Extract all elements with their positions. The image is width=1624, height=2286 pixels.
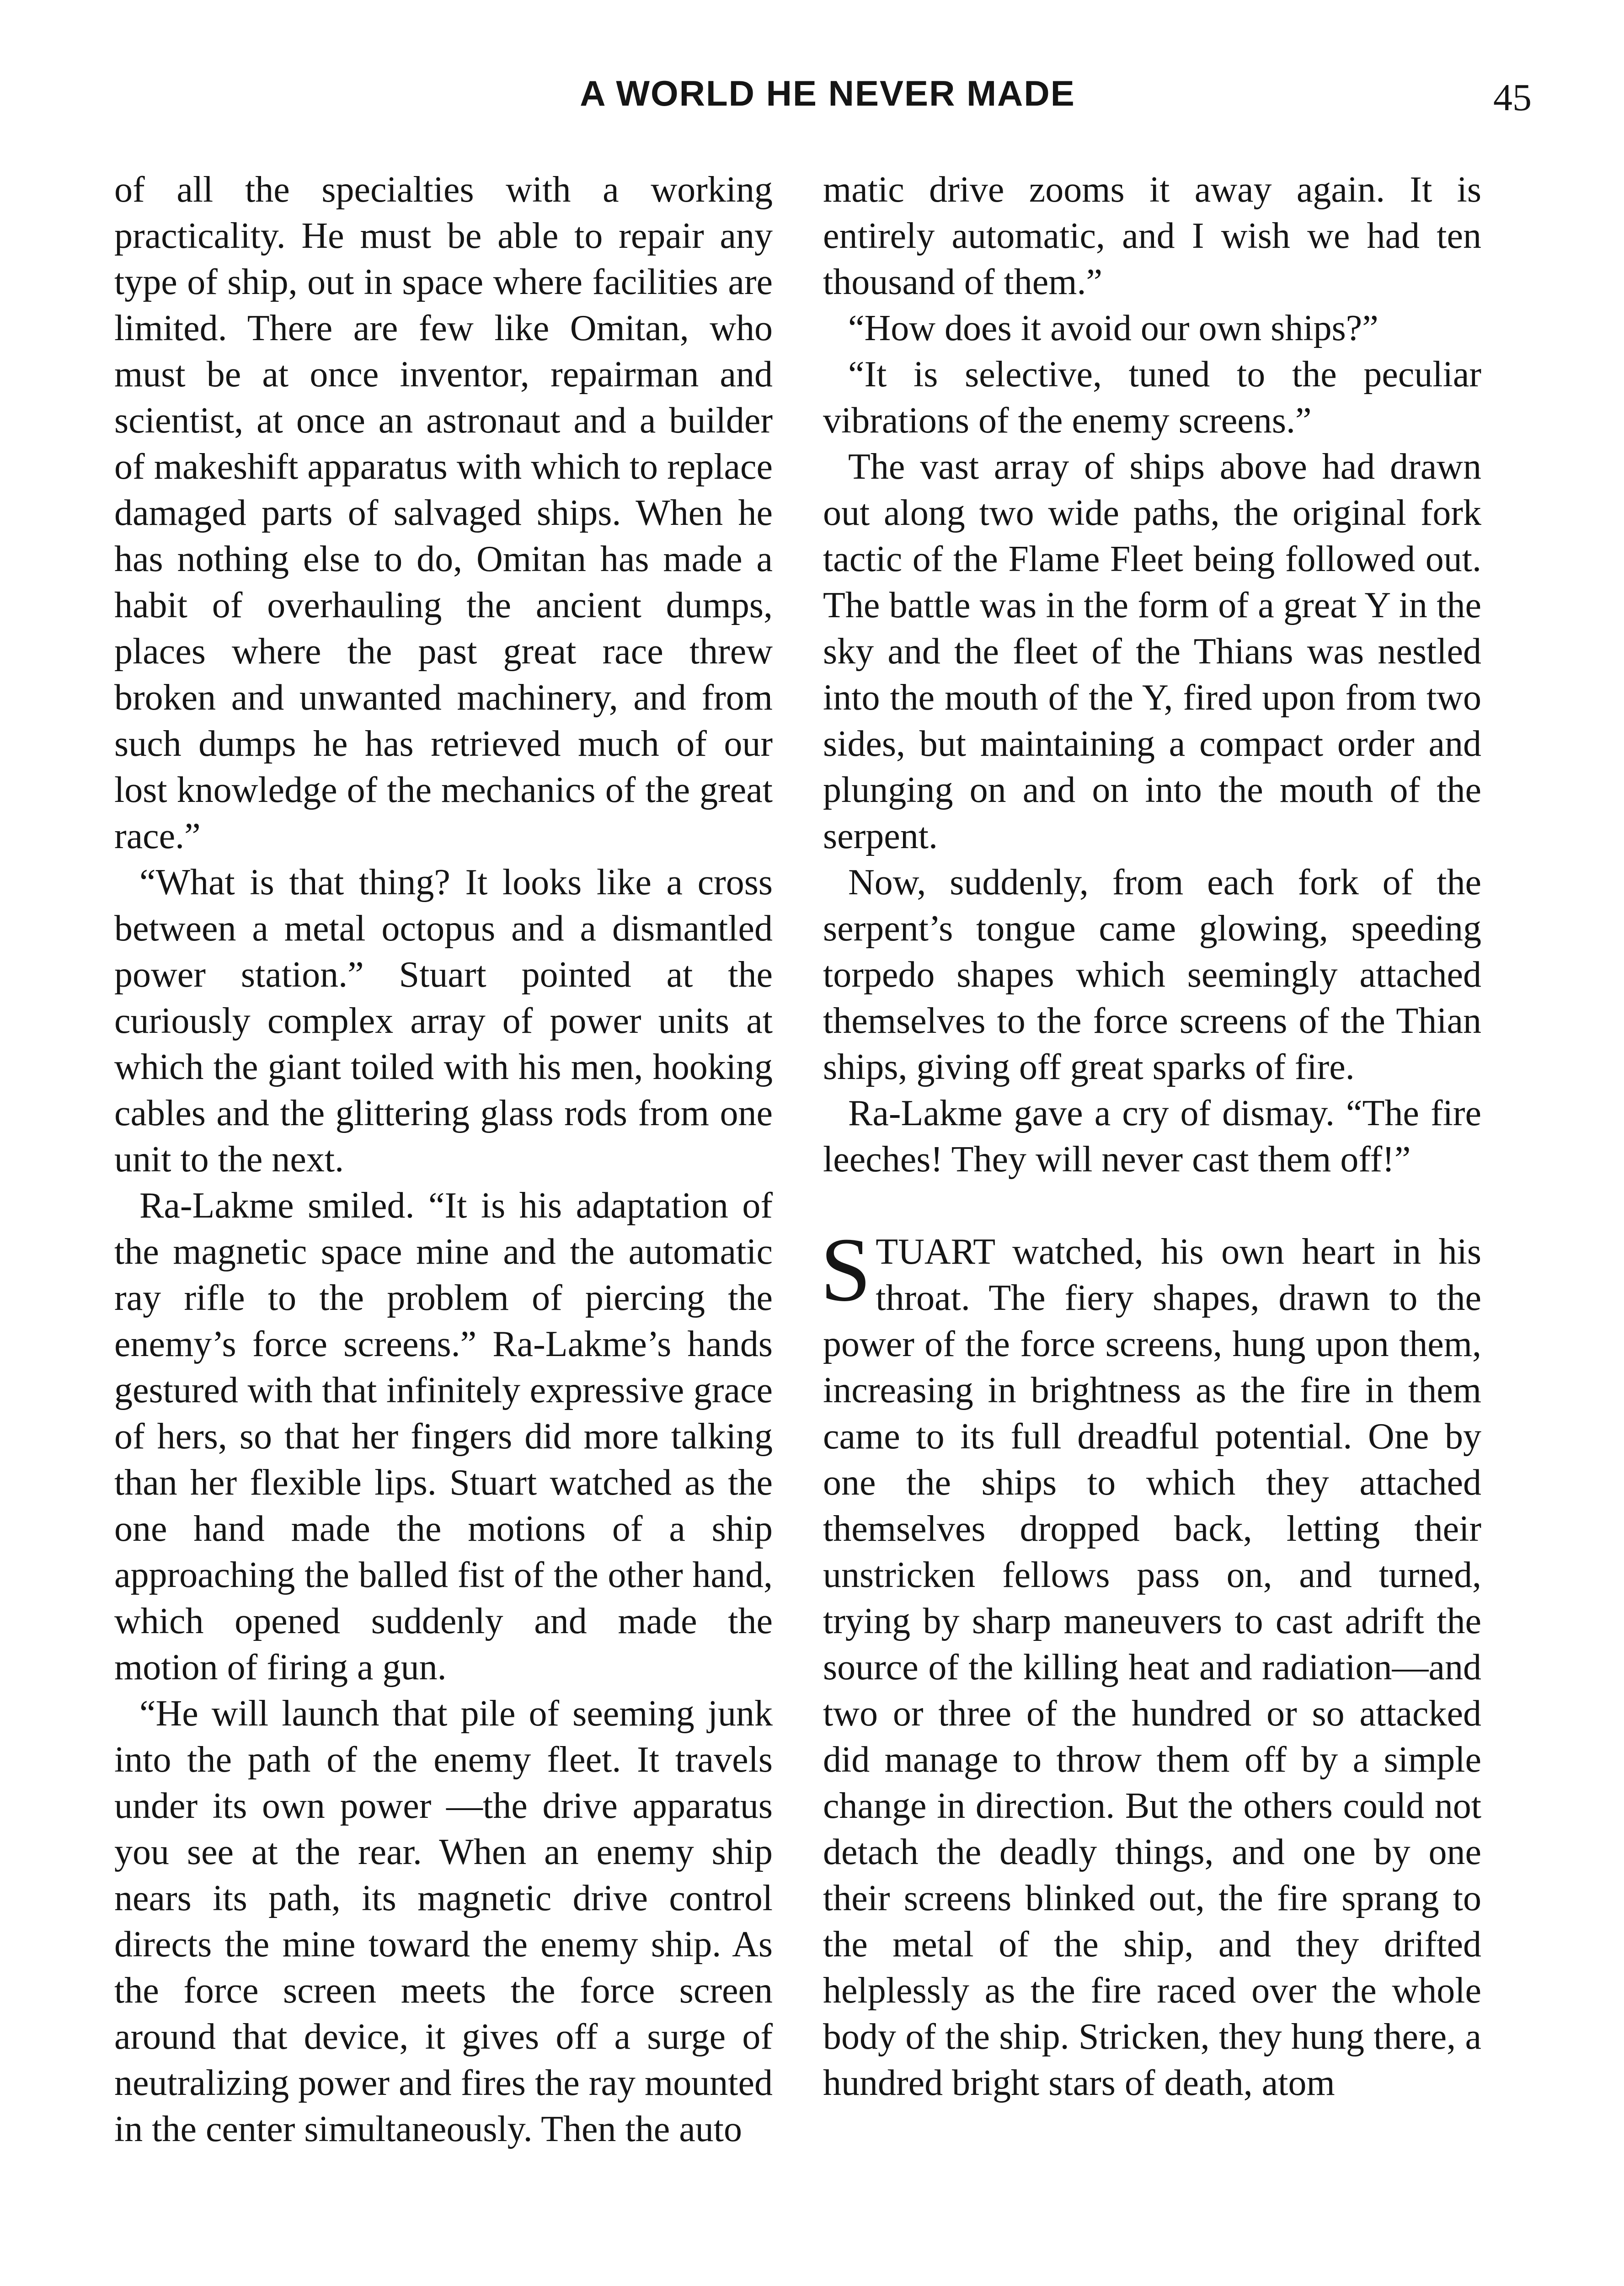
paragraph: Ra-Lakme gave a cry of dismay. “The fire leeches! They will never cast them off!” <box>823 1093 1481 1180</box>
left-column <box>114 167 773 2152</box>
paragraph: of all the specialties with a working practicality. He must be able to repair any type of ship, out in space where facilities are limited. There are few like Omitan, who must be at once inventor, repairman and scientist, at once an astronaut and a builder of makeshift apparatus with which to replace damaged parts of salvaged ships. When he has nothing else to do, Omitan has made a habit of overhauling the ancient dumps, places where the past great race threw broken and unwanted machinery, and from such dumps he has retrieved much of our lost knowledge of the mechanics of the great race.” <box>114 170 773 856</box>
section-opening-paragraph <box>820 1219 1481 2106</box>
paragraph: “He will launch that pile of seeming junk into the path of the enemy fleet. It travels under its own power —the drive apparatus you see at the rear. When an enemy ship nears its path, its magnetic drive control directs the mine toward the enemy ship. As the force screen meets the force screen around that device, it gives off a surge of neutralizing power and fires the ray mounted in the center simultaneously. Then the auto <box>114 1693 773 2149</box>
paragraph-text: TUART watched, his own heart in his throat. The fiery shapes, drawn to the power of the force screens, hung upon them, increasing in brightness as the fire in them came to its full dreadful potential. One by one the ships to which they attached themselves dropped back, letting their unstricken fellows pass on, and turned, trying by sharp maneuvers to cast adrift the source of the killing heat and radiation—and two or three of the hundred or so attacked did manage to throw them off by a simple change in direction. But the others could not detach the deadly things, and one by one their screens blinked out, the fire sprang to the metal of the ship, and they drifted helplessly as the fire raced over the whole body of the ship. Stricken, they hung there, a hundred bright stars of death, atom <box>823 1232 1481 2103</box>
paragraph: “How does it avoid our own ships?” <box>848 308 1378 348</box>
right-column <box>820 167 1481 2106</box>
paragraph: The vast array of ships above had drawn out along two wide paths, the original fork tactic of the Flame Fleet being followed out. The battle was in the form of a great Y in the sky and the fleet of the Thians was nestled into the mouth of the Y, fired upon from two sides, but maintaining a compact order and plunging on and on into the mouth of the serpent. <box>823 447 1481 856</box>
page-number: 45 <box>1493 76 1532 119</box>
paragraph: Now, suddenly, from each fork of the serpent’s tongue came glowing, speeding torpedo shapes which seemingly attached themselves to the force screens of the Thian ships, giving off great sparks of fire. <box>823 862 1481 1087</box>
drop-cap: S <box>820 1219 871 1320</box>
paragraph: matic drive zooms it away again. It is entirely automatic, and I wish we had ten thousand of them.” <box>823 170 1481 302</box>
running-head-title: A WORLD HE NEVER MADE <box>580 73 1075 113</box>
paragraph: “What is that thing? It looks like a cross between a metal octopus and a dismantled power station.” Stuart pointed at the curiously complex array of power units at which the giant toiled with his men, hooking cables and the glittering glass rods from one unit to the next. <box>114 862 773 1180</box>
paragraph: Ra-Lakme smiled. “It is his adaptation of the magnetic space mine and the automatic ray rifle to the problem of piercing the enemy’s force screens.” Ra-Lakme’s hands gestured with that infinitely expressive grace of hers, so that her fingers did more talking than her flexible lips. Stuart watched as the one hand made the motions of a ship approaching the balled fist of the other hand, which opened suddenly and made the motion of firing a gun. <box>114 1186 773 1688</box>
paragraph: “It is selective, tuned to the peculiar vibrations of the enemy screens.” <box>823 354 1481 441</box>
